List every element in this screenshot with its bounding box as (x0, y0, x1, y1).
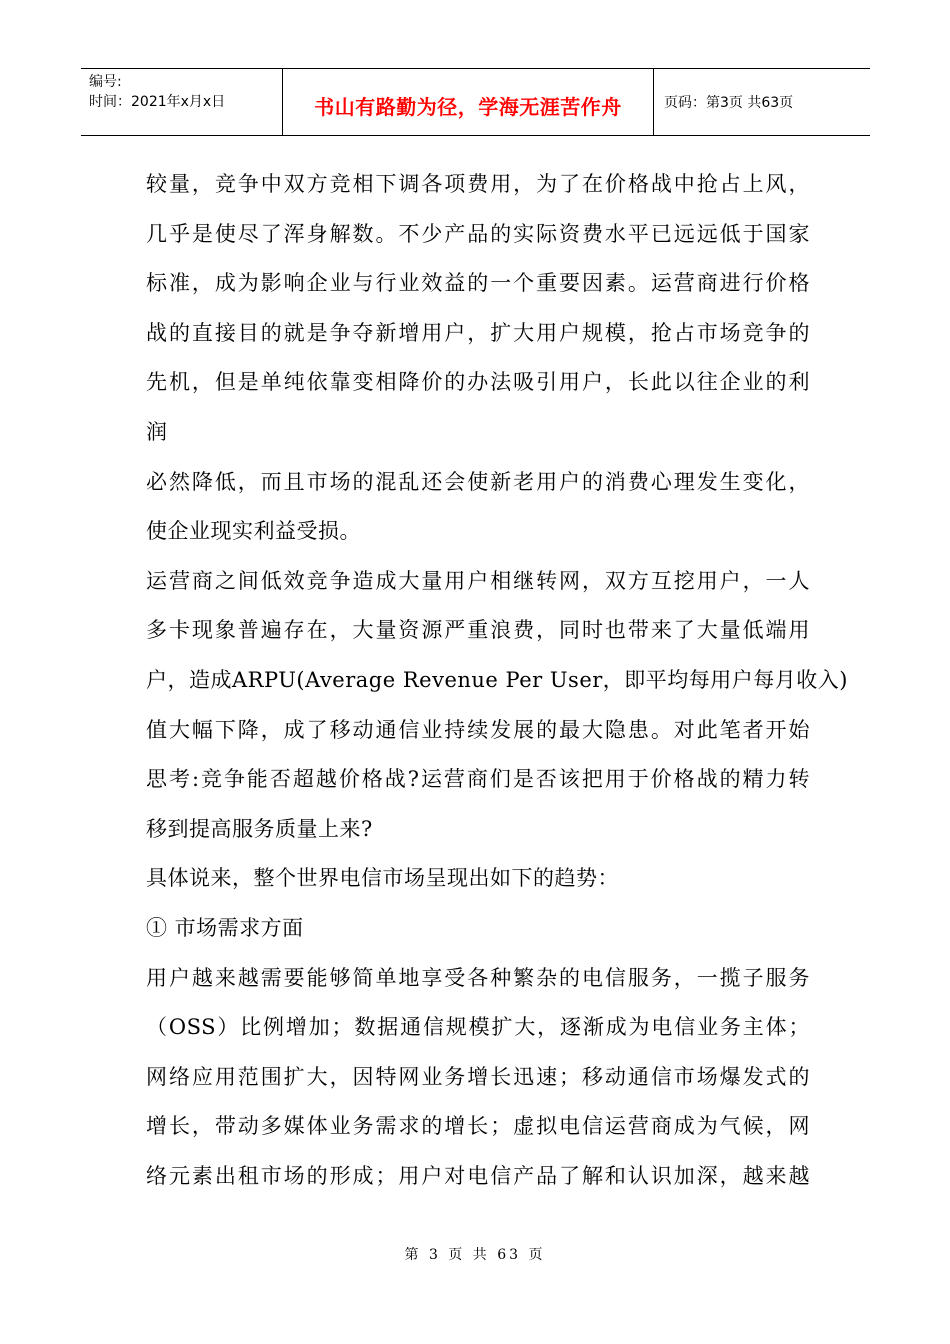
text-line: 网络应用范围扩大，因特网业务增长迅速；移动通信市场爆发式的 (146, 1064, 810, 1089)
text-line: 具体说来，整个世界电信市场呈现出如下的趋势： (146, 866, 619, 891)
text-line: 必然降低，而且市场的混乱还会使新老用户的消费心理发生变化， (146, 469, 810, 494)
text-line: 几乎是使尽了浑身解数。不少产品的实际资费水平已远远低于国家 (146, 221, 810, 246)
page-header (81, 68, 870, 136)
text-line: 使企业现实利益受损。 (146, 519, 361, 544)
text-line: 润 (146, 419, 168, 444)
page-footer: 第 3 页 共 63 页 (404, 1247, 546, 1263)
header-page-info-cell (654, 69, 870, 135)
text-line: 用户越来越需要能够简单地享受各种繁杂的电信服务，一揽子服务 (146, 965, 810, 990)
section-heading: ① 市场需求方面 (146, 915, 304, 940)
text-line: 思考:竞争能否超越价格战?运营商们是否该把用于价格战的精力转 (146, 767, 810, 792)
page-info: 页码：第3页 共63页 (664, 95, 794, 111)
text-line: 络元素出租市场的形成；用户对电信产品了解和认识加深，越来越 (146, 1163, 810, 1188)
header-meta (81, 69, 282, 135)
text-line: 先机，但是单纯依靠变相降价的办法吸引用户，长此以往企业的利 (146, 370, 810, 395)
time-label: 时间：2021年x月x日 (89, 94, 226, 110)
text-line: 增长，带动多媒体业务需求的增长；虚拟电信运营商成为气候，网 (146, 1114, 810, 1139)
motto-text: 书山有路勤为径，学海无涯苦作舟 (314, 94, 622, 119)
text-line: 多卡现象普遍存在，大量资源严重浪费，同时也带来了大量低端用 (146, 618, 810, 643)
serial-label: 编号: (89, 74, 122, 90)
text-line: 运营商之间低效竞争造成大量用户相继转网，双方互挖用户，一人 (146, 568, 810, 593)
text-line: 值大幅下降，成了移动通信业持续发展的最大隐患。对此笔者开始 (146, 717, 810, 742)
header-motto-cell (282, 69, 654, 135)
text-line: （OSS）比例增加；数据通信规模扩大，逐渐成为电信业务主体； (146, 1015, 810, 1040)
body-text (146, 160, 848, 1201)
text-line: 移到提高服务质量上来? (146, 816, 373, 841)
text-line: 标准，成为影响企业与行业效益的一个重要因素。运营商进行价格 (146, 271, 810, 296)
text-line: 较量，竞争中双方竞相下调各项费用，为了在价格战中抢占上风， (146, 172, 810, 196)
text-line: 战的直接目的就是争夺新增用户，扩大用户规模，抢占市场竞争的 (146, 320, 810, 345)
text-line: 户，造成ARPU(Average Revenue Per User，即平均每用户每月收入) (146, 667, 848, 692)
